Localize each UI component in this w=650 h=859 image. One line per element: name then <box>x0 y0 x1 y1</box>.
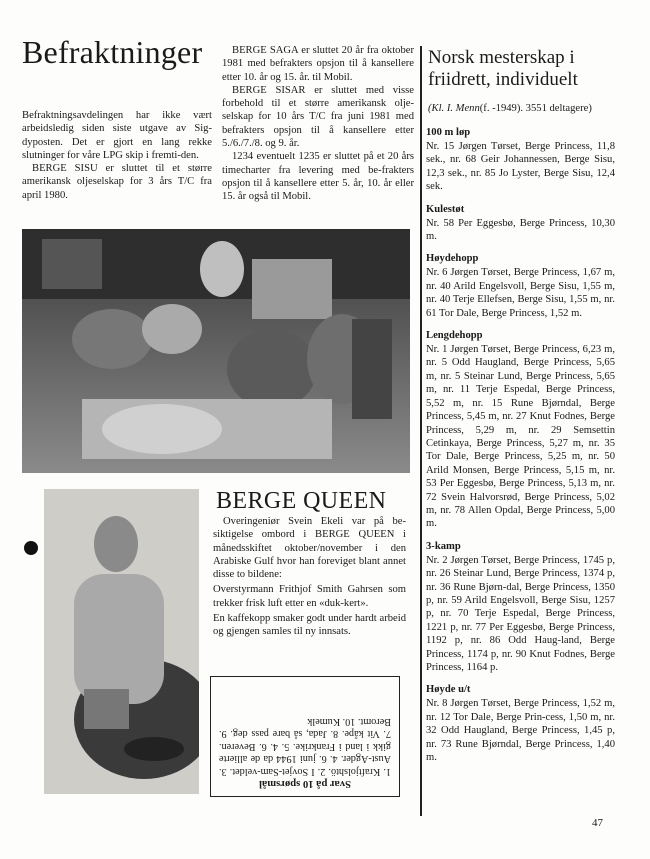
coffee-break-photo <box>22 229 410 473</box>
befrakt-p1: Befraktningsavdelingen har ikke vært arbeidsledig siden siste utgave av Sig-dyposten. Det er gjort en lang rekke slutninger for våre LPG skip i fremti-den. <box>22 110 212 161</box>
befrakt-col2 <box>222 44 414 204</box>
queen-title: BERGE QUEEN <box>216 488 387 514</box>
diver-photo <box>44 489 199 794</box>
quiz-answers-text: 1. Kraftjolshtö. 2. I Sovjet-Sam-veldet. 3. Aust-Agder. 4. 6. juni 1944 da de allierte gikk i land i Frankrike. 5. 4. 6. Beveren. 7. Vit kåpe. 8. Jada, så bare pass deg. 9. Beromt. 10. Kumelk <box>219 715 391 777</box>
befrakt-p3: BERGE SAGA er sluttet 20 år fra oktober 1981 med befrakters opsjon til å kansellere etter 10. år og 15. år. til Mobil. <box>222 45 414 83</box>
diver-photo-image <box>44 489 199 794</box>
quiz-answers-inner <box>219 685 391 790</box>
friidrett-subtitle-rest: (f. -1949). 3551 deltagere) <box>479 103 592 114</box>
event-name: Høydehopp <box>426 253 479 265</box>
column-divider <box>420 46 422 816</box>
quiz-answers-title: Svar på 10 spørsmål <box>259 778 351 789</box>
friidrett-subtitle <box>428 102 628 115</box>
friidrett-results <box>426 117 615 764</box>
quiz-answers-box <box>210 676 400 797</box>
friidrett-title: Norsk mesterskap i friidrett, individuelt <box>428 47 578 90</box>
page-number: 47 <box>592 817 603 829</box>
befrakt-col1 <box>22 109 212 202</box>
event-name: 100 m løp <box>426 127 471 138</box>
befrakt-p5: 1234 eventuelt 1235 er sluttet på et 20 års timecharter fra levering med be-frakters opsjon til å kansellere etter 5. år, 10. år eller 15. år også til Mobil. <box>222 151 414 203</box>
event-name: 3-kamp <box>426 540 461 552</box>
queen-body <box>213 515 406 639</box>
event-results: Nr. 58 Per Eggesbø, Berge Princess, 10,30 m. <box>426 217 615 243</box>
queen-p2: Overstyrmann Frithjof Smith Gahrsen som trekker frisk luft etter en «duk-kert». <box>213 584 406 609</box>
event-results: Nr. 1 Jørgen Tørset, Berge Princess, 6,23 m, nr. 5 Odd Haugland, Berge Princess, 5,65 m, nr. 5 Steinar Lund, Berge Princess, 5,65 m, nr. 11 Terje Espedal, Berge Princess, 5,52 m, nr. 15 Rune Bjørndal, Berge Princess, 5,45 m, nr. 27 Knut Fodnes, Berge Princess, 5,29 m, nr. 29 Semsettin Cetinkaya, Berge Princess, 5,27 m, nr. 35 Tor Dale, Berge Princess, 5,25 m, nr. 50 Arild Monsen, Berge Princess, 5,15 m, nr. 53 Per Eggesbø, Berge Princess, 5,13 m, nr. 72 Svein Halvorsrød, Berge Princess, 5,02 m, nr. 78 Allen Opdal, Berge Princess, 5,00 m. <box>426 344 615 530</box>
event-name: Lengdehopp <box>426 330 483 342</box>
queen-p1: Overingeniør Svein Ekeli var på be-siktigelse ombord i BERGE QUEEN i månedsskiftet oktober/november i den Arabiske Gulf hvor han foreviget blant annet disse to bildene: <box>213 516 406 581</box>
befrakt-title: Befraktninger <box>22 34 203 70</box>
event-name: Høyde u/t <box>426 684 471 696</box>
befrakt-p4: BERGE SISAR er sluttet med visse forbehold til et større amerikansk olje-selskap for 10 års T/C fra juni 1981 med befrakters opsjon til å kansellere etter 5./6./7./8. og 9. år. <box>222 84 414 150</box>
event-name: Kulestøt <box>426 203 465 215</box>
coffee-break-photo-image <box>22 229 410 473</box>
event-results: Nr. 2 Jørgen Tørset, Berge Princess, 1745 p, nr. 26 Steinar Lund, Berge Princess, 1374 p, nr. 36 Rune Bjørn-dal, Berge Princess, 1350 p, nr. 59 Arild Engelsvoll, Berge Sisu, 1257 p, nr. 70 Terje Espedal, Berge Princess, 1221 p, nr. 77 Per Eggesbø, Berge Princess, 1192 p, nr. 86 Odd Haug-land, Berge Princess, 1174 p, nr. 90 Knut Fodnes, Berge Princess, 1164 p. <box>426 554 615 673</box>
event-results: Nr. 15 Jørgen Tørset, Berge Princess, 11,8 sek., nr. 68 Geir Johannessen, Berge Sisu, 12,3 sek., nr. 85 Jo Lyster, Berge Sisu, 12,4 sek. <box>426 141 615 193</box>
friidrett-subtitle-italic: (Kl. I. Menn <box>428 103 480 114</box>
befrakt-p2: BERGE SISU er sluttet til et større amerikansk oljeselskap for 3 års T/C fra april 1980. <box>22 163 212 201</box>
event-results: Nr. 6 Jørgen Tørset, Berge Princess, 1,67 m, nr. 40 Arild Engelsvoll, Berge Sisu, 1,55 m, nr. 40 Terje Ellefsen, Berge Sisu, 1,55 m, nr. 61 Tor Dale, Berge Princess, 1,52 m. <box>426 267 615 319</box>
binder-hole-bottom <box>24 541 38 555</box>
queen-p3: En kaffekopp smaker godt under hardt arbeid og gjengen samles til ny innsats. <box>213 613 406 638</box>
event-results: Nr. 8 Jørgen Tørset, Berge Princess, 1,52 m, nr. 12 Tor Dale, Berge Prin-cess, 1,50 m, nr. 32 Odd Haugland, Berge Princess, 1,45 p, nr. 73 Rune Bjørndal, Berge Princess, 1,40 m. <box>426 698 615 764</box>
